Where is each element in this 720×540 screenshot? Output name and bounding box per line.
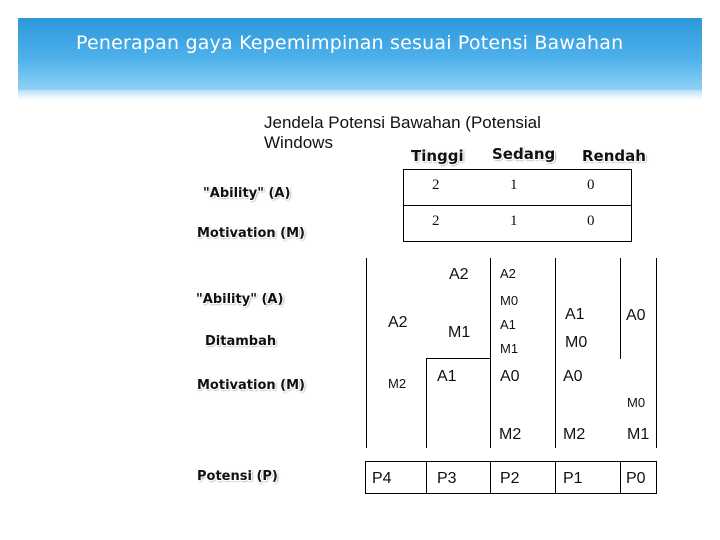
slide-title: Penerapan gaya Kepemimpinan sesuai Potensi Bawahan [76,32,624,54]
motivation-score-high: 2 [432,213,440,229]
cell-c4-m0: M0 [565,334,588,351]
cell-c4-a1: A1 [565,306,585,323]
subtitle-line-1: Jendela Potensi Bawahan (Potensial [264,113,541,132]
plus-label: Ditambah [205,334,277,349]
potential-p2: P2 [500,470,520,487]
cell-r2-m0: M0 [627,395,646,410]
cell-c3-a2: A2 [500,266,516,281]
cell-r3-m1: M1 [627,426,650,443]
cell-r2-a1: A1 [437,368,457,385]
cell-c5-a0: A0 [626,307,646,324]
potential-p3: P3 [437,470,457,487]
cell-c3-m1: M1 [500,341,519,356]
column-header-medium: Sedang [492,145,556,163]
cell-r3-m2-c3: M2 [499,426,522,443]
potential-p0: P0 [626,470,646,487]
column-header-low: Rendah [582,147,646,165]
column-header-high: Tinggi [411,147,464,165]
potential-p1: P1 [563,470,583,487]
motivation-row-label: Motivation (M) [197,226,305,241]
cell-c3-m0: M0 [500,293,519,308]
cell-m2-left: M2 [388,376,407,391]
cell-r2-a0-c3: A0 [500,368,520,385]
motivation-score-medium: 1 [510,213,518,229]
ability-score-low: 0 [587,177,595,193]
cell-m1-left: M1 [448,324,471,341]
cell-a2-left: A2 [388,314,408,331]
potential-p4: P4 [372,470,392,487]
cell-c3-a1: A1 [500,317,516,332]
potential-label: Potensi (P) [197,469,278,484]
ability-score-medium: 1 [510,177,518,193]
ability-row-label: "Ability" (A) [203,186,291,201]
cell-r3-m2-c4: M2 [563,426,586,443]
motivation-score-low: 0 [587,213,595,229]
ability-score-high: 2 [432,177,440,193]
subtitle-line-2: Windows [264,133,333,152]
ability-label: "Ability" (A) [196,292,284,307]
motivation-label: Motivation (M) [197,378,305,393]
slide-header [18,18,702,90]
cell-a2-top: A2 [449,266,469,283]
cell-r2-a0-c4: A0 [563,368,583,385]
